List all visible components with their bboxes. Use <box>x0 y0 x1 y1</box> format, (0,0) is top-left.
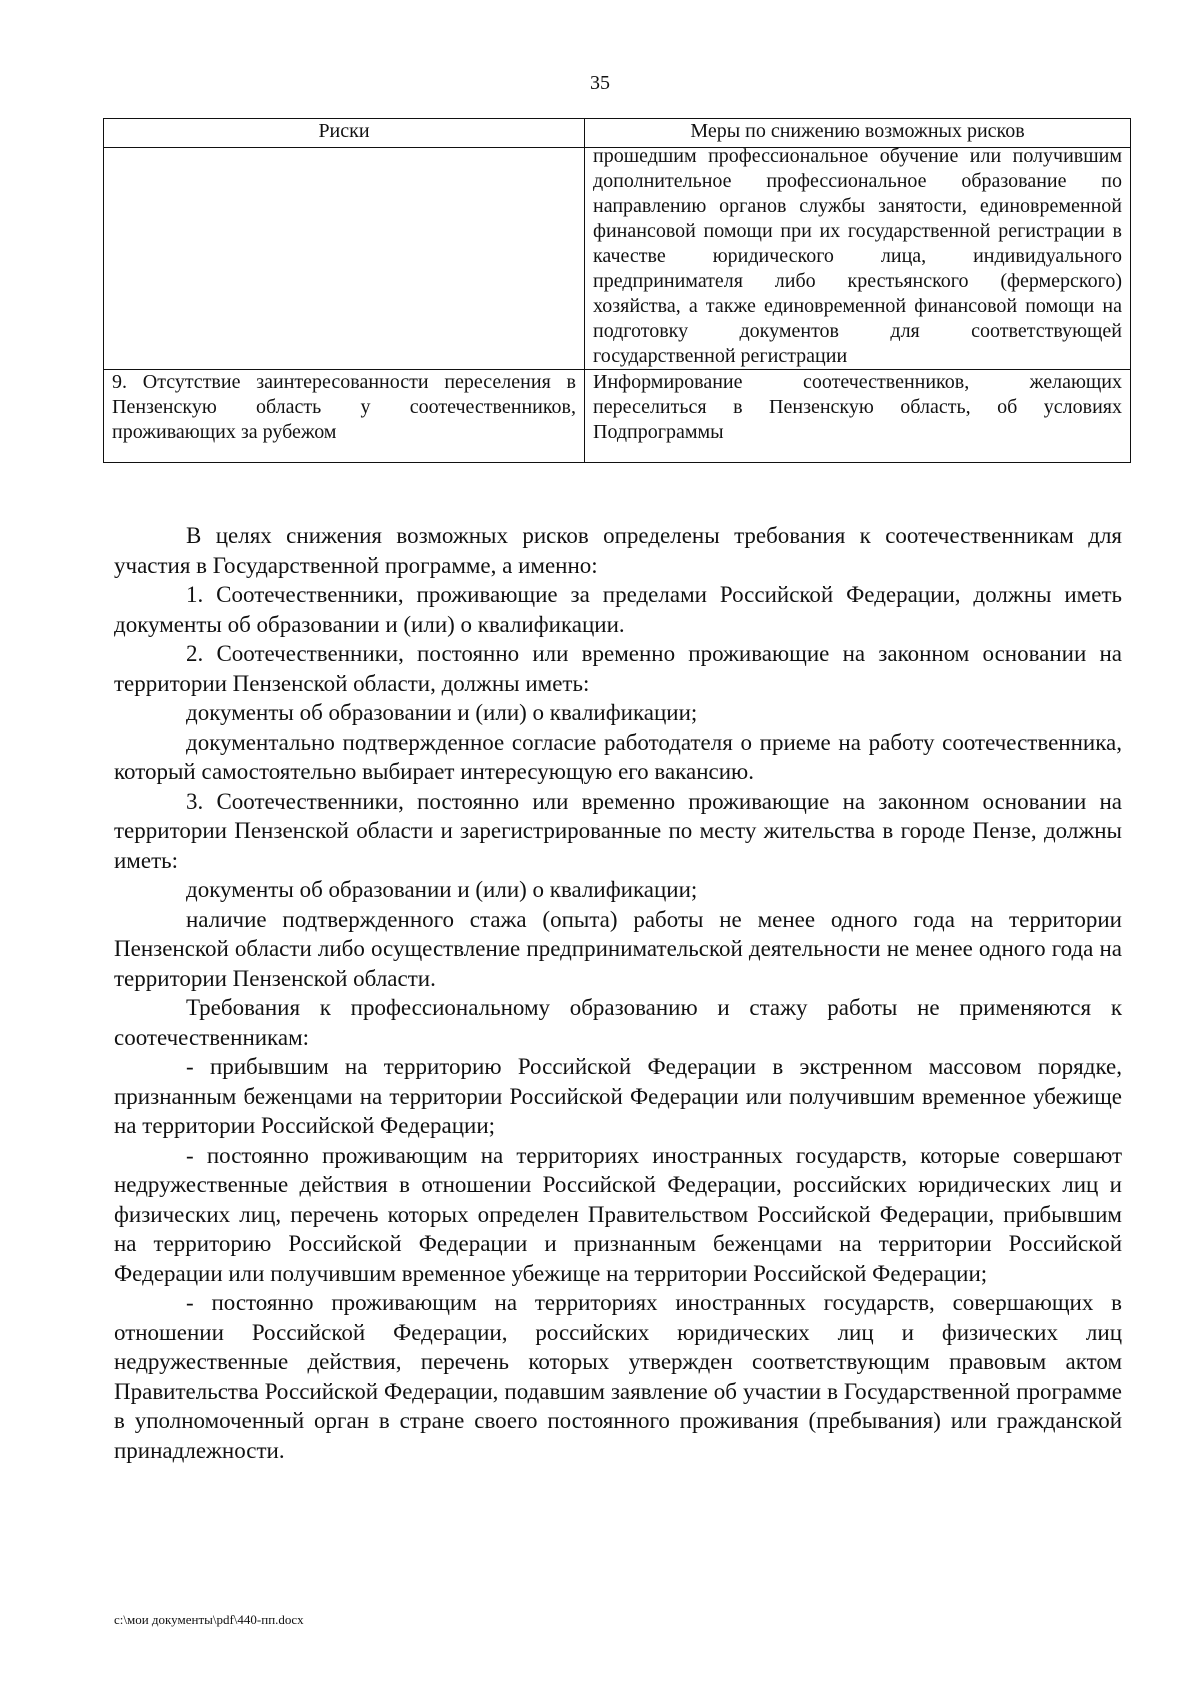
footer-file-path: c:\мои документы\pdf\440-пп.docx <box>114 1612 304 1627</box>
paragraph: документально подтвержденное согласие работодателя о приеме на работу соотечественника, который самостоятельно выбирает интересующую его вакансию. <box>114 729 1122 784</box>
paragraph: 2. Соотечественники, постоянно или временно проживающие на законном основании на территории Пензенской области, должны иметь: <box>114 641 1122 696</box>
measure-text: прошедшим профессиональное обучение или получившим дополнительное профессиональное образование по направлению органов службы занятости, единовременной финансовой помощи при их государственной регистрации в качестве юридического лица, индивидуального предпринимателя либо крестьянского (фермерского) хозяйства, а также единовременной финансовой помощи на подготовку документов для соответствующей государственной регистрации <box>593 145 1122 367</box>
paragraph: наличие подтвержденного стажа (опыта) работы не менее одного года на территории Пензенской области либо осуществление предпринимательской деятельности не менее одного года на территории Пензенской области. <box>114 906 1122 991</box>
measure-cell <box>585 145 1131 370</box>
paragraph: - прибывшим на территорию Российской Федерации в экстренном массовом порядке, признанным беженцами на территории Российской Федерации или получившим временное убежище на территории Российской Федерации; <box>114 1054 1122 1138</box>
risk-cell <box>104 370 585 463</box>
risks-table <box>103 118 1131 463</box>
paragraph: В целях снижения возможных рисков определены требования к соотечественникам для участия в Государственной программе, а именно: <box>114 523 1122 578</box>
paragraph: 3. Соотечественники, постоянно или временно проживающие на законном основании на территории Пензенской области и зарегистрированные по месту жительства в городе Пензе, должны иметь: <box>114 788 1122 873</box>
table-row <box>104 148 1131 370</box>
measure-text: Информирование соотечественников, желающих переселиться в Пензенскую область, об условиях Подпрограммы <box>593 371 1122 443</box>
paragraph: документы об образовании и (или) о квалификации; <box>186 700 698 725</box>
body-text <box>114 521 1122 1465</box>
header-risks: Риски <box>104 119 585 148</box>
paragraph: Требования к профессиональному образованию и стажу работы не применяются к соотечественникам: <box>114 995 1122 1050</box>
risk-text: 9. Отсутствие заинтересованности переселения в Пензенскую область у соотечественников, проживающих за рубежом <box>112 371 576 443</box>
measure-cell <box>585 370 1131 463</box>
table-row <box>104 370 1131 463</box>
page-number: 35 <box>590 72 610 94</box>
paragraph: 1. Соотечественники, проживающие за пределами Российской Федерации, должны иметь документы об образовании и (или) о квалификации. <box>114 582 1122 637</box>
paragraph: документы об образовании и (или) о квалификации; <box>186 877 698 902</box>
risk-cell <box>104 148 585 370</box>
paragraph: - постоянно проживающим на территориях иностранных государств, совершающих в отношении Российской Федерации, российских юридических лиц и физических лиц недружественные действия, перечень которых утвержден соответствующим правовым актом Правительства Российской Федерации, подавшим заявление об участии в Государственной программе в уполномоченный орган в стране своего постоянного проживания (пребывания) или гражданской принадлежности. <box>114 1290 1122 1463</box>
header-measures: Меры по снижению возможных рисков <box>585 119 1131 148</box>
paragraph: - постоянно проживающим на территориях иностранных государств, которые совершают недружественные действия в отношении Российской Федерации, российских юридических лиц и физических лиц, перечень которых определен Правительством Российской Федерации, прибывшим на территорию Российской Федерации и признанным беженцами на территории Российской Федерации или получившим временное убежище на территории Российской Федерации; <box>114 1142 1122 1286</box>
